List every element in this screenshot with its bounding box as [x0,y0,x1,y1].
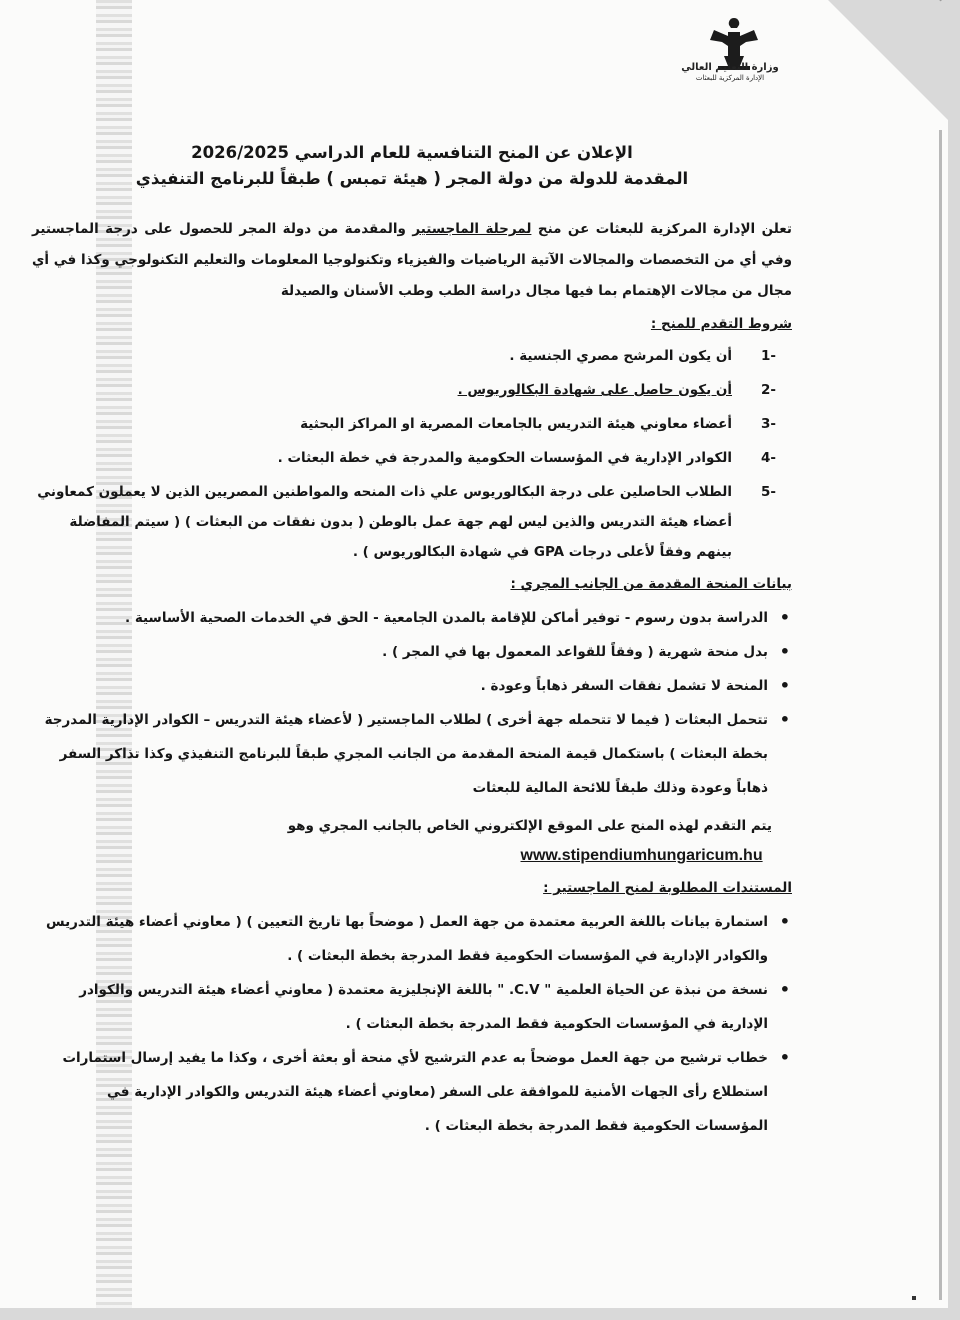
scan-speck [912,1296,916,1300]
document-item: • نسخة من نبذة عن الحياة العلمية " C.V. " باللغة الإنجليزية معتمدة ( معاوني أعضاء هيئة التدريس والكوادر الإدارية في المؤسسات الحكومية فقط المدرجة بخطة البعثات ) . [32,973,768,1041]
intro-part-3: والمقدمة من دولة المجر للحصول على درجة الماجستير وفي أي من التخصصات والمجالات الآتية الرياضيات والفيزياء وتكنولوجيا المعلومات والتعليم التكنولوجي وكذا في أي مجال من مجالات الإهتمام بما فيها مجال دراسة الطب وطب الأسنان والصيدلة [32,221,792,299]
apply-paragraph [32,811,792,871]
document-item: • استمارة بيانات باللغة العربية معتمدة من جهة العمل ( موضحاً بها تاريخ التعيين ) ( معاوني أعضاء هيئة التدريس والكوادر الإدارية في المؤسسات الحكومية فقط المدرجة بخطة البعثات ) . [32,905,768,973]
grant-item: • تتحمل البعثات ( فيما لا تتحمله جهة أخرى ) لطلاب الماجستير ( لأعضاء هيئة التدريس – الكوادر الإدارية المدرجة بخطة البعثات ) باستكمال قيمة المنحة المقدمة من الجانب المجري طبقاً للبرنامج التنفيذي وكذا تذاكر السفر ذهاباً وعودة وذلك طبقاً للائحة المالية للبعثات [32,703,768,805]
condition-item: -3 أعضاء معاوني هيئة التدريس بالجامعات المصرية او المراكز البحثية [300,416,776,432]
condition-item: -4 الكوادر الإدارية في المؤسسات الحكومية والمدرجة في خطة البعثات . [277,450,776,466]
website-link[interactable]: www.stipendiumhungaricum.hu [520,847,763,864]
department-name: الإدارة المركزية للبعثات [695,74,765,82]
title-line-1: الإعلان عن المنح التنافسية للعام الدراسي 2026/2025 [191,143,633,162]
apply-text: يتم التقدم لهذه المنح على الموقع الإلكتروني الخاص بالجانب المجري وهو [287,818,772,834]
grant-item: • الدراسة بدون رسوم - توفير أماكن للإقامة بالمدن الجامعية - الحق في الخدمات الصحية الأساسية . [32,601,768,635]
intro-part-1: تعلن الإدارة المركزية للبعثات عن منح [531,221,792,237]
condition-item: -2 أن يكون حاصل على شهادة البكالوريوس . [457,382,776,398]
ministry-name: وزارة التعليم العالي [681,62,779,73]
documents-list [32,905,792,1143]
condition-item: -5 الطلاب الحاصلين على درجة البكالوريوس علي ذات المنحه والمواطنين المصريين الذين لا يعملون كمعاوني أعضاء هيئة التدريس والذين ليس لهم جهة عمل بالوطن ( بدون نفقات من البعثات ) ( سيتم المفاضلة بينهم وفقاً لأعلى درجات GPA في شهادة البكالوريوس ) . [37,484,776,560]
documents-heading: المستندات المطلوبة لمنح الماجستير : [543,880,792,896]
conditions-list [32,341,792,567]
title-line-2: المقدمة للدولة من دولة المجر ( هيئة تمبس ) طبقاً للبرنامج التنفيذي [135,169,689,188]
announcement-body [32,140,792,1143]
scan-edge [939,130,942,1300]
intro-masters: لمرحلة الماجستير [412,221,532,237]
intro-paragraph [32,214,792,307]
condition-item: -1 أن يكون المرشح مصري الجنسية . [509,348,776,364]
document-item: • خطاب ترشيح من جهة العمل موضحاً به عدم الترشيح لأي منحة أو بعثة أخرى ، وكذا ما يفيد إرسال استمارات استطلاع رأى الجهات الأمنية للموافقة على السفر (معاوني أعضاء هيئة التدريس والكوادر الإدارية في المؤسسات الحكومية فقط المدرجة بخطة البعثات ) . [32,1041,768,1143]
grant-list [32,601,792,805]
grant-item: • المنحة لا تشمل نفقات السفر ذهاباً وعودة . [32,669,768,703]
grant-heading: بيانات المنحة المقدمة من الجانب المجري : [510,576,792,592]
ministry-letterhead [660,62,800,83]
conditions-heading: شروط التقدم للمنح : [650,316,792,332]
folded-corner [828,0,948,120]
grant-item: • بدل منحة شهرية ( وفقاً للقواعد المعمول بها في المجر ) . [32,635,768,669]
